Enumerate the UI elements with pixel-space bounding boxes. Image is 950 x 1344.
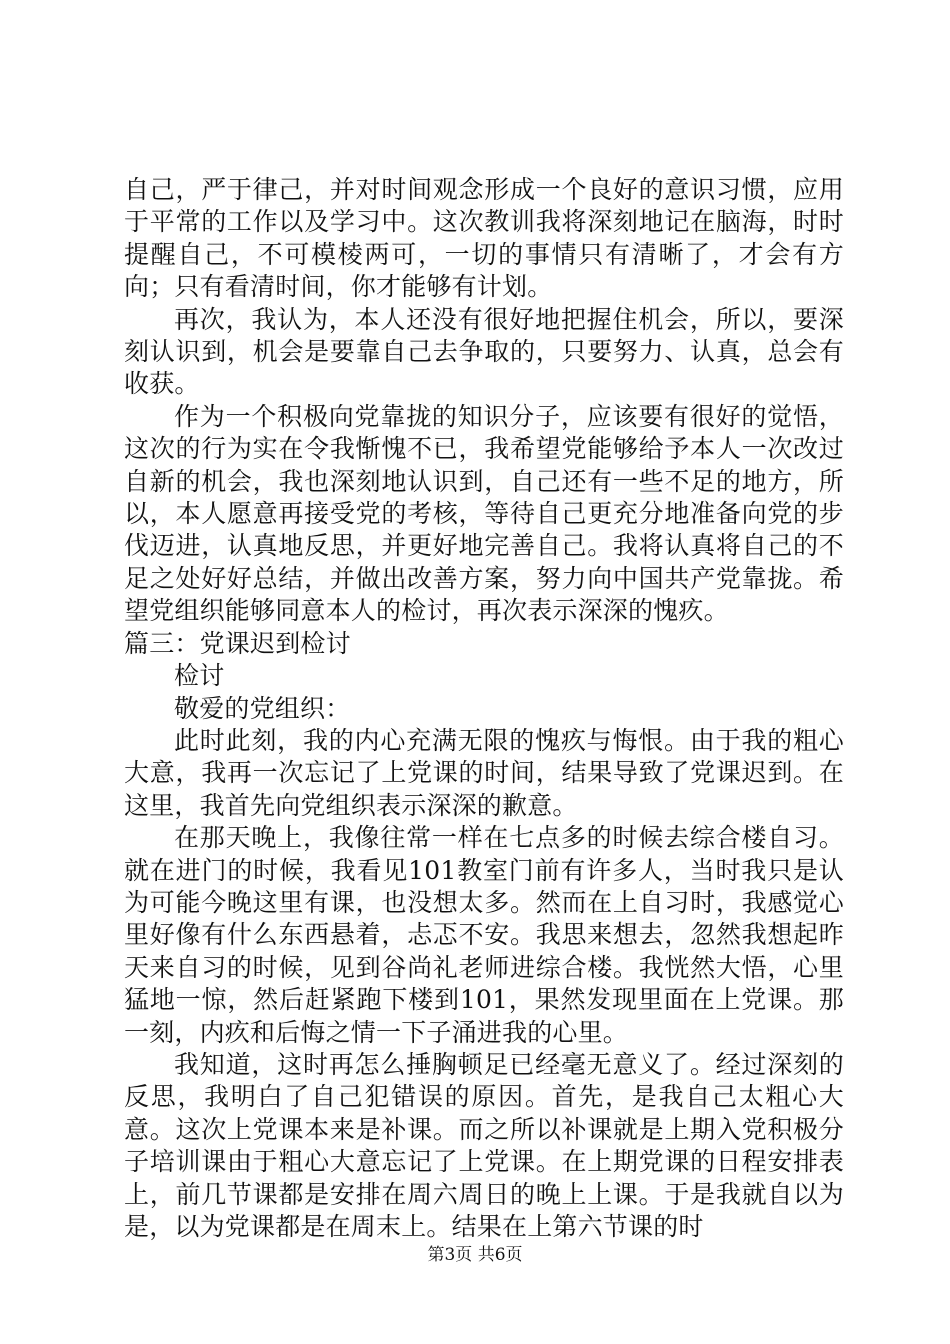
paragraph-7: 此时此刻，我的内心充满无限的愧疚与悔恨。由于我的粗心大意，我再一次忘记了上党课的时间，结果导致了党课迟到。在这里，我首先向党组织表示深深的歉意。 (124, 725, 844, 820)
letter-title: 检讨 (174, 661, 225, 691)
paragraph-8: 在那天晚上，我像往常一样在七点多的时候去综合楼自习。就在进门的时候，我看见101教室门前有许多人，当时我只是认为可能今晚这里有课，也没想太多。然而在上自习时，我感觉心里好像有什么东西悬着，忐忑不安。我思来想去，忽然我想起昨天来自习的时候，见到谷尚礼老师进综合楼。我恍然大悟，心里猛地一惊，然后赶紧跑下楼到101，果然发现里面在上党课。那一刻，内疚和后悔之情一下子涌进我的心里。 (124, 823, 844, 1047)
section-heading: 篇三：党课迟到检讨 (124, 628, 351, 658)
paragraph-2: 再次，我认为，本人还没有很好地把握住机会，所以，要深刻认识到，机会是要靠自己去争取的，只要努力、认真，总会有收获。 (124, 304, 844, 399)
paragraph-1: 自己，严于律己，并对时间观念形成一个良好的意识习惯，应用于平常的工作以及学习中。这次教训我将深刻地记在脑海，时时提醒自己，不可模棱两可，一切的事情只有清晰了，才会有方向；只有看清时间，你才能够有计划。 (124, 175, 844, 302)
page-footer: 第3页 共6页 (427, 1245, 523, 1265)
letter-salutation: 敬爱的党组织： (174, 693, 351, 723)
paragraph-3: 作为一个积极向党靠拢的知识分子，应该要有很好的觉悟，这次的行为实在令我惭愧不已，我希望党能够给予本人一次改过自新的机会，我也深刻地认识到，自己还有一些不足的地方，所以，本人愿意再接受党的考核，等待自己更充分地准备向党的步伐迈进，认真地反思，并更好地完善自己。我将认真将自己的不足之处好好总结，并做出改善方案，努力向中国共产党靠拢。希望党组织能够同意本人的检讨，再次表示深深的愧疚。 (124, 401, 844, 626)
paragraph-9: 我知道，这时再怎么捶胸顿足已经毫无意义了。经过深刻的反思，我明白了自己犯错误的原因。首先，是我自己太粗心大意。这次上党课本来是补课。而之所以补课就是上期入党积极分子培训课由于粗心大意忘记了上党课。在上期党课的日程安排表上，前几节课都是安排在周六周日的晚上上课。于是我就自以为是，以为党课都是在周末上。结果在上第六节课的时 (124, 1049, 844, 1241)
document-body (124, 174, 844, 1243)
